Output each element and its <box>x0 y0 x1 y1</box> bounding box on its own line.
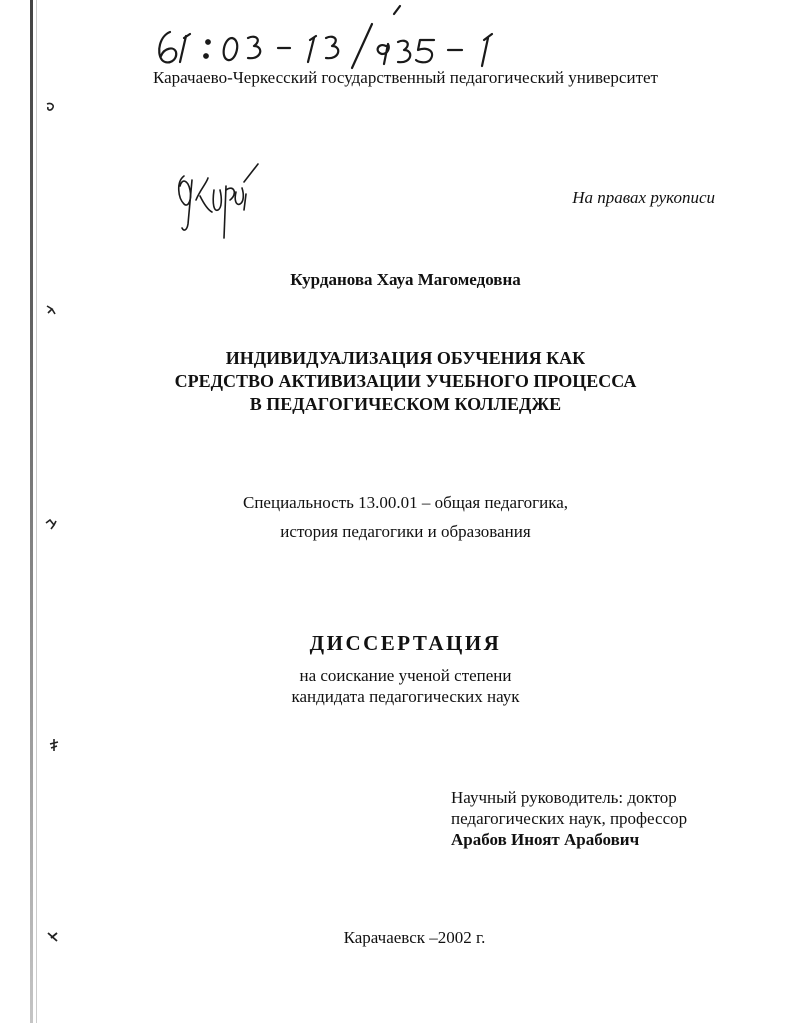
author-name: Курданова Хауа Магомедовна <box>290 270 521 289</box>
degree-line-1: на соискание ученой степени <box>299 666 512 685</box>
supervisor-name: Арабов Иноят Арабович <box>451 830 640 849</box>
binding-mark-icon <box>44 303 58 317</box>
binding-mark-icon <box>48 738 62 752</box>
document-type: ДИССЕРТАЦИЯ <box>309 631 502 655</box>
degree-line-2: кандидата педагогических наук <box>291 687 520 706</box>
specialty-line-2: история педагогики и образования <box>280 522 531 541</box>
binding-mark-icon <box>44 517 58 531</box>
binding-mark-icon <box>46 930 60 944</box>
supervisor-line-2: педагогических наук, профессор <box>451 809 688 828</box>
rights-note: На правах рукописи <box>572 188 715 207</box>
title-line: СРЕДСТВО АКТИВИЗАЦИИ УЧЕБНОГО ПРОЦЕССА <box>174 371 637 391</box>
binding-mark-icon <box>44 100 58 114</box>
university-name: Карачаево-Черкесский государственный педагогический университет <box>153 68 658 87</box>
title-line: В ПЕДАГОГИЧЕСКОМ КОЛЛЕДЖЕ <box>249 394 562 414</box>
handwritten-archive-code <box>148 4 528 74</box>
supervisor-line-1: Научный руководитель: доктор <box>451 788 677 807</box>
dissertation-title <box>20 347 791 416</box>
place-and-year: Карачаевск –2002 г. <box>343 928 486 947</box>
title-line: ИНДИВИДУАЛИЗАЦИЯ ОБУЧЕНИЯ КАК <box>225 348 586 368</box>
specialty-line-1: Специальность 13.00.01 – общая педагогика, <box>243 493 568 512</box>
supervisor-block <box>451 787 687 850</box>
handwritten-signature <box>170 160 260 245</box>
